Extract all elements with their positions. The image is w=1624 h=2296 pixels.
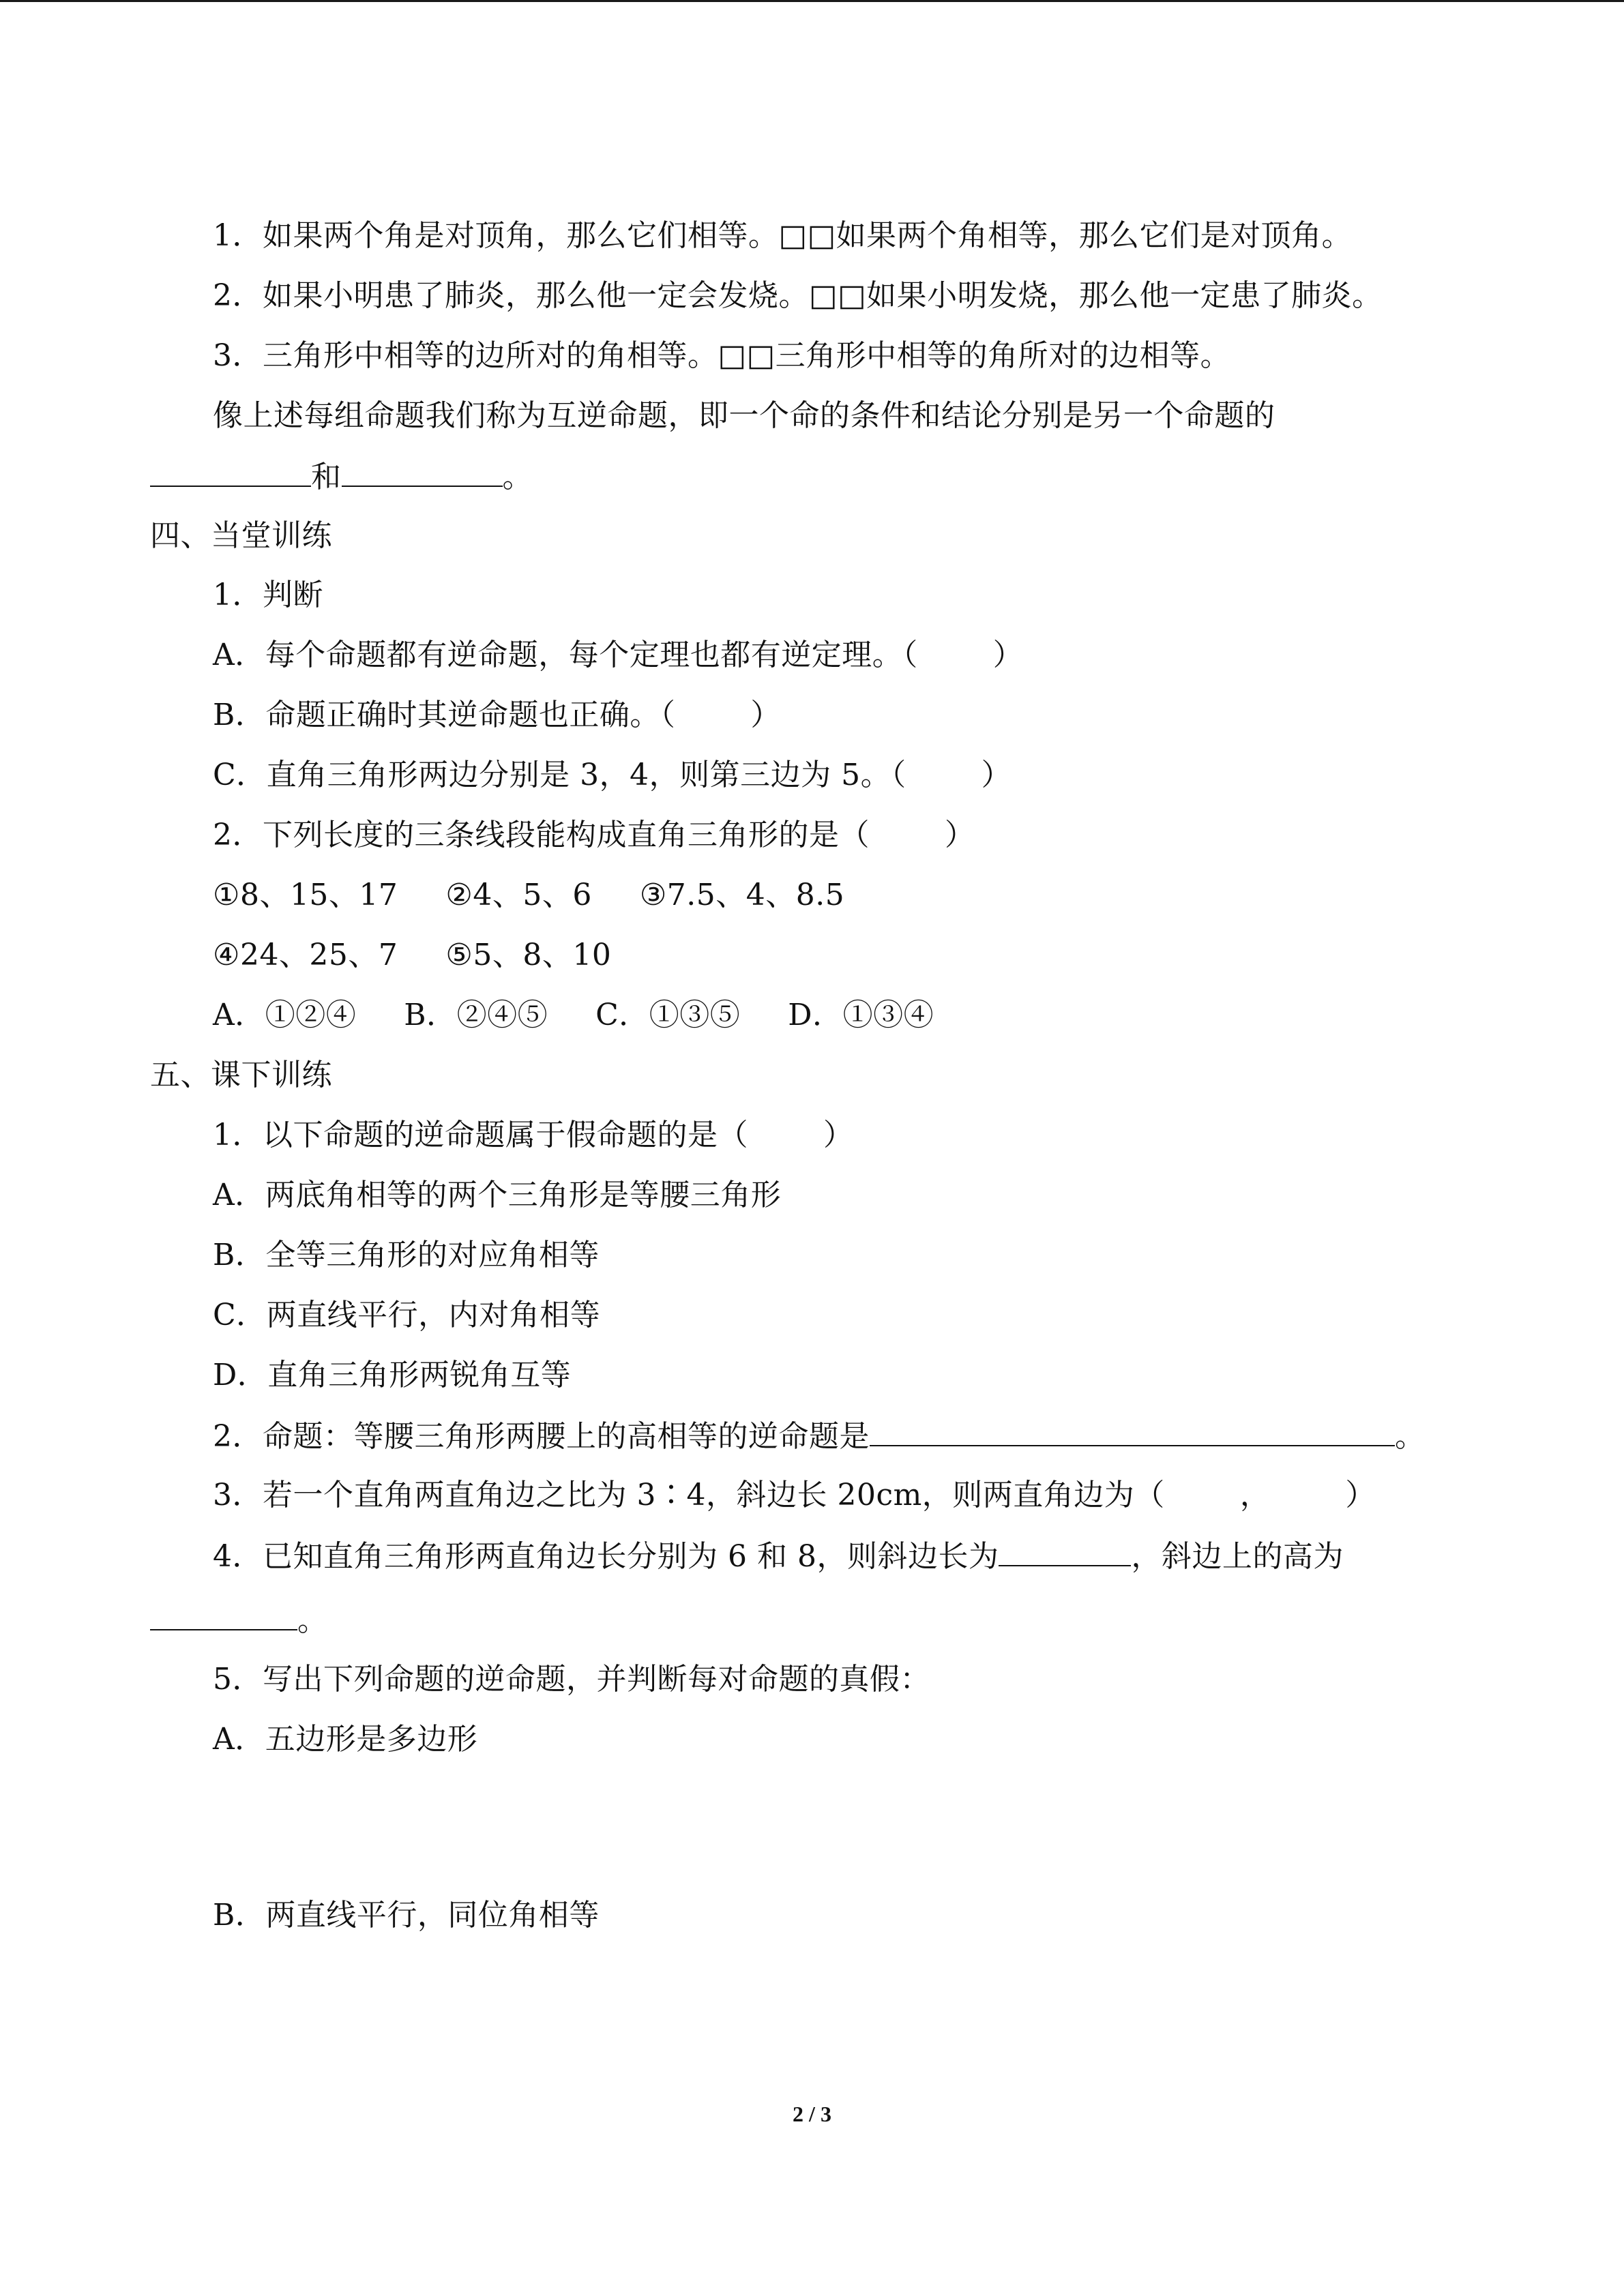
section-heading [150, 1055, 332, 1096]
option-3: ③7.5、4、8.5 [639, 878, 845, 912]
homework-1-option-b: B．全等三角形的对应角相等 [213, 1238, 600, 1272]
question-line [213, 575, 323, 616]
section-heading [150, 516, 332, 556]
definition-text: 像上述每组命题我们称为互逆命题，即一个命的条件和结论分别是另一个命题的 [213, 398, 1275, 433]
question-line [213, 695, 781, 736]
homework-1-option-d: D．直角三角形两锐角互等 [213, 1358, 572, 1392]
question-1-title: 1．判断 [213, 578, 323, 612]
period-text: 。 [297, 1603, 328, 1638]
close-paren: ） [992, 638, 1024, 672]
answer-blank [999, 1535, 1131, 1566]
homework-1-text: 1．以下命题的逆命题属于假命题的是（ [213, 1118, 748, 1152]
question-line [213, 1115, 854, 1156]
homework-1-option-c: C．两直线平行，内对角相等 [213, 1298, 601, 1332]
section-5-title: 五、课下训练 [150, 1058, 332, 1092]
option-2: ②4、5、6 [445, 878, 592, 912]
option-1: ①8、15、17 [213, 878, 398, 912]
answer-blank [342, 456, 503, 487]
question-line [213, 755, 1012, 796]
close-paren: ） [1345, 1478, 1376, 1512]
answer-blank [870, 1415, 1395, 1446]
question-line [213, 1235, 600, 1276]
comma-text: ， [1239, 1478, 1271, 1512]
choice-a: A．①②④ [213, 998, 357, 1032]
proposition-pair-1: 1．如果两个角是对顶角，那么它们相等。□□如果两个角相等，那么它们是对顶角。 [213, 218, 1353, 253]
question-line [150, 1599, 328, 1641]
close-paren: ） [750, 698, 781, 732]
homework-4-text: 4．已知直角三角形两直角边长分别为 6 和 8，则斜边长为 [213, 1539, 999, 1574]
judge-item-a: A．每个命题都有逆命题，每个定理也都有逆定理。（ [213, 638, 918, 672]
homework-1-option-a: A．两底角相等的两个三角形是等腰三角形 [213, 1178, 782, 1212]
judge-item-c: C．直角三角形两边分别是 3，4，则第三边为 5。（ [213, 758, 906, 792]
judge-item-b: B．命题正确时其逆命题也正确。（ [213, 698, 676, 732]
option-4: ④24、25、7 [213, 938, 398, 972]
options-line [213, 935, 611, 976]
close-paren: ） [981, 758, 1012, 792]
question-line [213, 1719, 477, 1760]
choices-line [213, 995, 934, 1036]
question-line [213, 1175, 781, 1216]
proposition-pair-3: 3．三角形中相等的边所对的角相等。□□三角形中相等的角所对的边相等。 [213, 338, 1231, 373]
period-text: 。 [502, 460, 533, 494]
options-line [213, 875, 844, 916]
text-line [213, 215, 1352, 256]
answer-blank [150, 1599, 297, 1630]
question-line [213, 635, 1023, 676]
text-line [213, 275, 1383, 316]
section-4-title: 四、当堂训练 [150, 518, 332, 553]
question-line [213, 1415, 1426, 1457]
option-5: ⑤5、8、10 [445, 938, 612, 972]
choice-b: B．②④⑤ [404, 998, 548, 1032]
question-line [213, 1895, 600, 1936]
homework-2-text: 2．命题：等腰三角形两腰上的高相等的逆命题是 [213, 1419, 870, 1454]
question-line [213, 815, 975, 856]
choice-d: D．①③④ [788, 998, 934, 1032]
text-line [150, 456, 533, 498]
page-number: 2 / 3 [793, 2102, 831, 2126]
and-text: 和 [311, 460, 342, 494]
close-paren: ） [945, 818, 975, 852]
homework-4-text-mid: ，斜边上的高为 [1131, 1539, 1344, 1574]
text-line [213, 336, 1230, 376]
question-line [213, 1295, 600, 1336]
homework-5-option-a: A．五边形是多边形 [213, 1722, 478, 1757]
answer-blank [150, 456, 311, 487]
homework-3-text: 3．若一个直角两直角边之比为 3∶4，斜边长 20cm，则两直角边为（ [213, 1478, 1165, 1512]
proposition-pair-2: 2．如果小明患了肺炎，那么他一定会发烧。□□如果小明发烧，那么他一定患了肺炎。 [213, 278, 1383, 313]
close-paren: ） [823, 1118, 854, 1152]
top-border-line [0, 0, 1624, 2]
question-line [213, 1535, 1344, 1577]
question-line [213, 1355, 571, 1396]
period-text: 。 [1395, 1419, 1426, 1454]
text-line [213, 396, 1275, 436]
question-line [213, 1659, 930, 1700]
choice-c: C．①③⑤ [595, 998, 741, 1032]
homework-5-text: 5．写出下列命题的逆命题，并判断每对命题的真假： [213, 1662, 930, 1697]
homework-5-option-b: B．两直线平行，同位角相等 [213, 1898, 600, 1933]
question-line [213, 1475, 1376, 1516]
question-2-text: 2．下列长度的三条线段能构成直角三角形的是（ [213, 818, 870, 852]
